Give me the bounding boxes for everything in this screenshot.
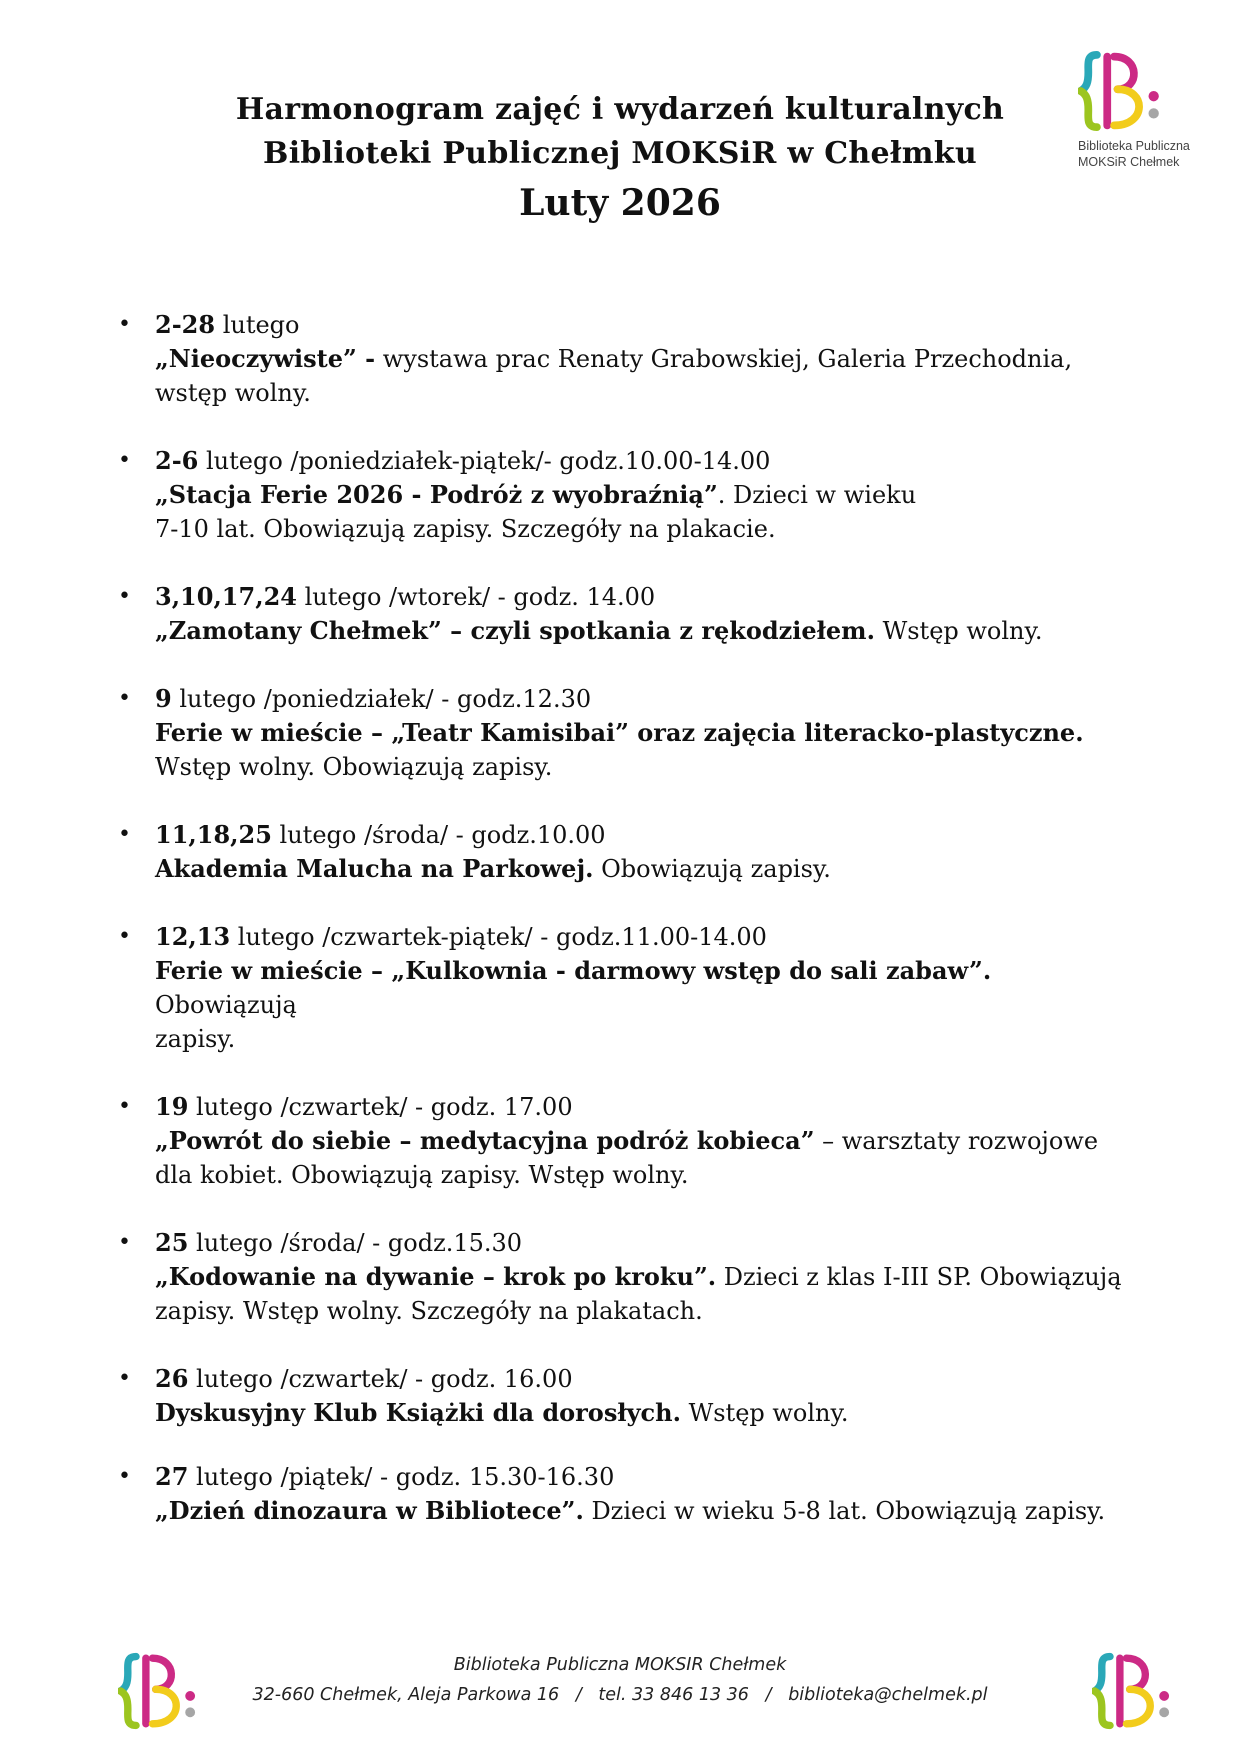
list-item — [115, 1460, 1125, 1528]
footer-contact: 32-660 Chełmek, Aleja Parkowa 16 / tel. 33 846 13 36 / biblioteka@chelmek.pl — [252, 1685, 988, 1705]
list-item — [115, 1362, 1125, 1430]
bullet: • — [118, 584, 131, 609]
event-date: 12,13 — [155, 922, 231, 951]
bullet: • — [118, 686, 131, 711]
event-description: Wstęp wolny. — [680, 1399, 849, 1427]
bullet: • — [118, 924, 131, 949]
list-item — [115, 682, 1125, 784]
event-title: „Dzień dinozaura w Bibliotece”. — [155, 1496, 584, 1525]
bullet: • — [118, 1094, 131, 1119]
event-date: 26 — [155, 1364, 189, 1393]
title-line-2: Biblioteki Publicznej MOKSiR w Chełmku — [263, 136, 977, 171]
month-title: Luty 2026 — [519, 182, 721, 224]
event-time: lutego /środa/ - godz.10.00 — [271, 821, 606, 849]
event-title: Ferie w mieście – „Kulkownia - darmowy wstęp do sali zabaw”. — [155, 956, 992, 985]
logo-caption-line-1: Biblioteka Publiczna — [1078, 139, 1190, 153]
footer-logo-right — [1092, 1650, 1174, 1736]
event-date: 9 — [155, 684, 172, 713]
event-description: Dzieci w wieku 5-8 lat. Obowiązują zapisy. — [583, 1497, 1106, 1525]
event-time: lutego /czwartek-piątek/ - godz.11.00-14.00 — [230, 923, 767, 951]
event-description: wystawa prac Renaty Grabowskiej, Galeria Przechodnia, — [375, 345, 1073, 373]
library-logo — [1078, 48, 1238, 170]
event-description: Dzieci z klas I-III SP. Obowiązują — [716, 1263, 1122, 1291]
event-description-cont: 7-10 lat. Obowiązują zapisy. Szczegóły na plakacie. — [155, 515, 776, 543]
event-time: lutego /poniedziałek/ - godz.12.30 — [171, 685, 592, 713]
event-description: Obowiązują — [155, 991, 297, 1019]
event-date: 19 — [155, 1092, 189, 1121]
event-title: „Powrót do siebie – medytacyjna podróż kobieca” — [155, 1126, 815, 1155]
list-item — [115, 308, 1125, 410]
list-item — [115, 818, 1125, 886]
event-title: „Stacja Ferie 2026 - Podróż z wyobraźnią” — [155, 480, 718, 509]
library-logo-icon — [1078, 48, 1164, 134]
list-item — [115, 580, 1125, 648]
event-description-cont: zapisy. — [155, 1025, 236, 1053]
event-description: Obowiązują zapisy. — [593, 855, 831, 883]
spacer — [115, 886, 1125, 920]
event-title: Ferie w mieście – „Teatr Kamisibai” oraz zajęcia literacko-plastyczne. — [155, 718, 1084, 747]
event-description-cont: wstęp wolny. — [155, 379, 311, 407]
bullet: • — [118, 312, 131, 337]
event-time: lutego — [215, 311, 300, 339]
event-time: lutego /czwartek/ - godz. 16.00 — [188, 1365, 573, 1393]
event-description: . Dzieci w wieku — [717, 481, 917, 509]
event-title: „Kodowanie na dywanie – krok po kroku”. — [155, 1262, 717, 1291]
event-date: 3,10,17,24 — [155, 582, 297, 611]
bullet: • — [118, 1366, 131, 1391]
list-item — [115, 920, 1125, 1056]
event-time: lutego /środa/ - godz.15.30 — [188, 1229, 523, 1257]
event-time: lutego /piątek/ - godz. 15.30-16.30 — [188, 1463, 615, 1491]
event-description-cont: dla kobiet. Obowiązują zapisy. Wstęp wolny. — [155, 1161, 689, 1189]
footer-org-name: Biblioteka Publiczna MOKSIR Chełmek — [453, 1655, 787, 1675]
bullet: • — [118, 822, 131, 847]
spacer — [115, 1430, 1125, 1460]
event-time: lutego /wtorek/ - godz. 14.00 — [296, 583, 656, 611]
bullet: • — [118, 448, 131, 473]
spacer — [115, 784, 1125, 818]
event-title: Dyskusyjny Klub Książki dla dorosłych. — [155, 1398, 681, 1427]
spacer — [115, 1056, 1125, 1090]
spacer — [115, 648, 1125, 682]
event-date: 27 — [155, 1462, 189, 1491]
library-logo-icon — [118, 1650, 200, 1732]
list-item — [115, 444, 1125, 546]
event-time: lutego /czwartek/ - godz. 17.00 — [188, 1093, 573, 1121]
event-date: 2-28 — [155, 310, 216, 339]
event-time: lutego /poniedziałek-piątek/- godz.10.00-14.00 — [198, 447, 771, 475]
spacer — [115, 1192, 1125, 1226]
footer-logo-left — [118, 1650, 200, 1736]
list-item — [115, 1090, 1125, 1192]
event-title: „Nieoczywiste” - — [155, 344, 376, 373]
spacer — [115, 410, 1125, 444]
event-date: 2-6 — [155, 446, 199, 475]
event-date: 11,18,25 — [155, 820, 272, 849]
title-line-1: Harmonogram zajęć i wydarzeń kulturalnych — [235, 92, 1005, 127]
event-title: Akademia Malucha na Parkowej. — [155, 854, 594, 883]
event-description-cont: zapisy. Wstęp wolny. Szczegóły na plakatach. — [155, 1297, 703, 1325]
footer — [240, 1650, 1000, 1710]
bullet: • — [118, 1230, 131, 1255]
logo-caption-line-2: MOKSiR Chełmek — [1078, 155, 1180, 169]
event-list — [115, 308, 1125, 1528]
event-description-cont: Wstęp wolny. Obowiązują zapisy. — [155, 753, 553, 781]
spacer — [115, 546, 1125, 580]
event-date: 25 — [155, 1228, 189, 1257]
event-title: „Zamotany Chełmek” – czyli spotkania z rękodziełem. — [155, 616, 875, 645]
event-description: – warsztaty rozwojowe — [814, 1127, 1099, 1155]
spacer — [115, 1328, 1125, 1362]
library-logo-icon — [1092, 1650, 1174, 1732]
document-header — [140, 88, 1100, 228]
list-item — [115, 1226, 1125, 1328]
event-description: Wstęp wolny. — [874, 617, 1043, 645]
bullet: • — [118, 1464, 131, 1489]
